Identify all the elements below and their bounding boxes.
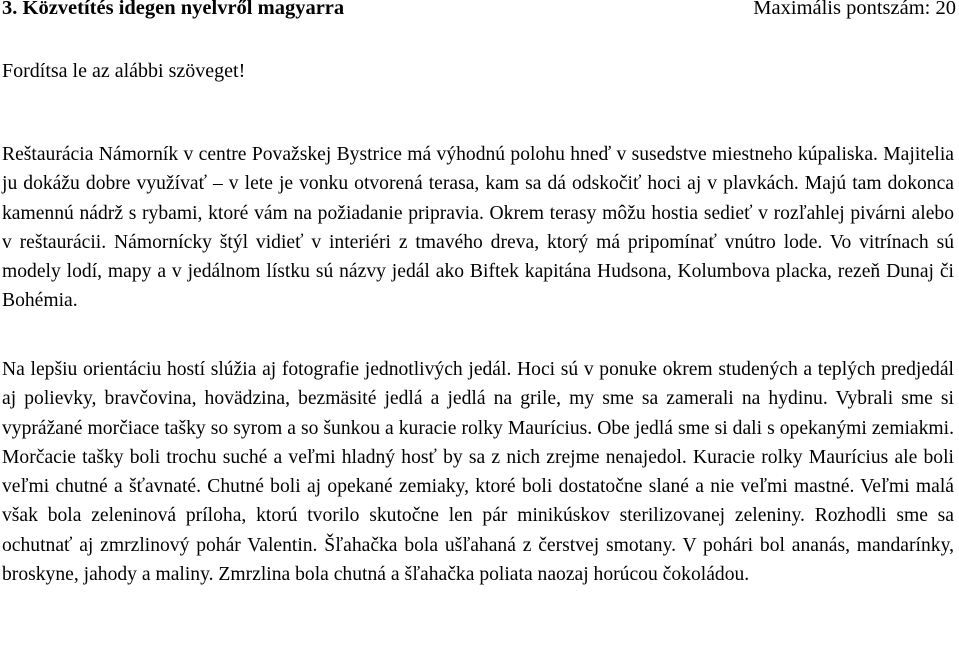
max-points: Maximális pontszám: 20 bbox=[753, 0, 956, 19]
source-paragraph-2: Na lepšiu orientáciu hostí slúžia aj fotografie jednotlivých jedál. Hoci sú v ponuke okrem studených a teplých predjedál aj polievky, bravčovina, hovädzina, bezmäsité jedlá a jedlá na grile, my sme sa zamerali na hydinu. Vybrali sme si vyprážané morčiace tašky so syrom a so šunkou a kuracie rolky Maurícius. Obe jedlá sme si dali s opekanými zemiakmi. Morčacie tašky boli trochu suché a veľmi hladný hosť by sa z nich zrejme nenajedol. Kuracie rolky Maurícius ale boli veľmi chutné a šťavnaté. Chutné boli aj opekané zemiaky, ktoré boli dostatočne slané a nie veľmi mastné. Veľmi malá však bola zeleninová príloha, ktorú tvorilo skutočne len pár minikúskov sterilizovanej zeleniny. Rozhodli sme sa ochutnať aj zmrzlinový pohár Valentin. Šľahačka bola ušľahaná z čerstvej smotany. V pohári bol ananás, mandarínky, broskyne, jahody a maliny. Zmrzlina bola chutná a šľahačka poliata naozaj horúcou čokoládou. bbox=[2, 359, 954, 586]
task-instruction: Fordítsa le az alábbi szöveget! bbox=[2, 60, 246, 82]
task-title: 3. Közvetítés idegen nyelvről magyarra bbox=[2, 0, 345, 19]
task-header bbox=[2, 0, 956, 25]
source-paragraph-1: Reštaurácia Námorník v centre Považskej Bystrice má výhodnú polohu hneď v susedstve miestneho kúpaliska. Majitelia ju dokážu dobre využívať – v lete je vonku otvorená terasa, kam sa dá odskočiť hoci aj v plavkách. Majú tam dokonca kamennú nádrž s rybami, ktoré vám na požiadanie pripravia. Okrem terasy môžu hostia sedieť v rozľahlej pivárni alebo v reštaurácii. Námornícky štýl vidieť v interiéri z tmavého dreva, ktorý má pripomínať vnútro lode. Vo vitrínach sú modely lodí, mapy a v jedálnom lístku sú názvy jedál ako Biftek kapitána Hudsona, Kolumbova placka, rezeň Dunaj či Bohémia. bbox=[2, 144, 954, 312]
